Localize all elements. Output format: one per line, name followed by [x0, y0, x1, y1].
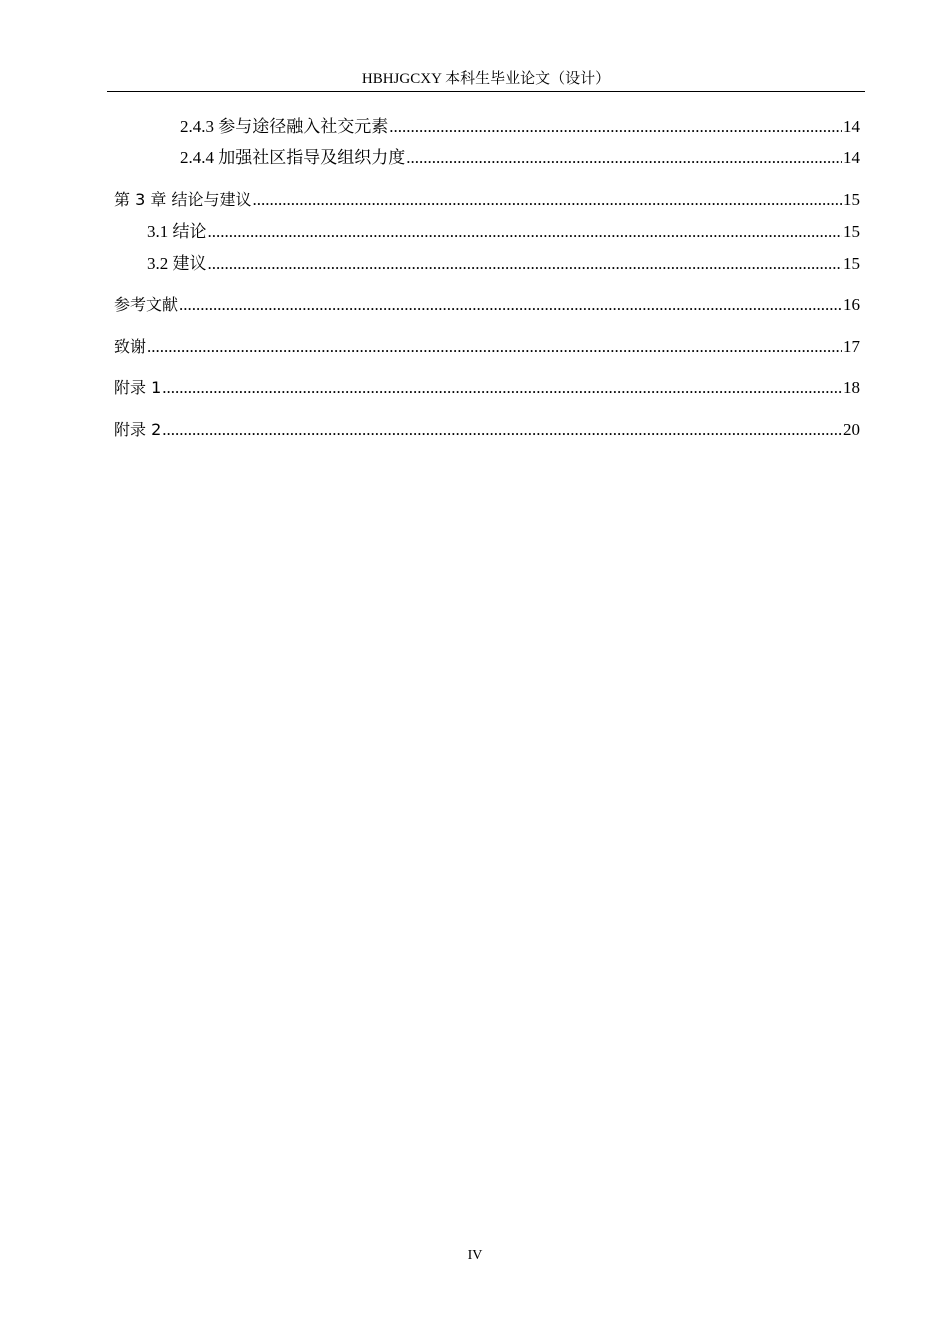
toc-entry-label: 参考文献	[114, 295, 179, 314]
toc-entry-label: 2.4.4 加强社区指导及组织力度	[180, 148, 406, 167]
toc-dot-leader	[147, 336, 842, 358]
toc-dot-leader	[208, 221, 843, 243]
toc-entry-3-2[interactable]	[114, 253, 860, 275]
toc-entry-page: 14	[843, 148, 860, 167]
toc-entry-page: 20	[843, 420, 860, 439]
toc-entry-appendix-2[interactable]	[114, 419, 860, 441]
toc-dot-leader	[162, 377, 842, 399]
toc-entry-2-4-3[interactable]	[114, 116, 860, 138]
toc-entry-appendix-1[interactable]	[114, 377, 860, 399]
toc-entry-references[interactable]	[114, 294, 860, 316]
page-header	[107, 70, 865, 88]
toc-entry-label: 2.4.3 参与途径融入社交元素	[180, 117, 389, 136]
toc-entry-label: 附录 2	[114, 420, 162, 439]
toc-entry-page: 18	[843, 378, 860, 397]
toc-entry-2-4-4[interactable]	[114, 147, 860, 169]
page-number: IV	[467, 1248, 483, 1263]
toc-entry-page: 15	[843, 222, 860, 241]
toc-dot-leader	[389, 116, 842, 138]
toc-dot-leader	[208, 253, 843, 275]
toc-entry-label: 附录 1	[114, 378, 162, 397]
toc-entry-label: 第 3 章 结论与建议	[114, 190, 252, 209]
toc-dot-leader	[162, 419, 842, 441]
toc-entry-label: 3.2 建议	[147, 254, 207, 273]
toc-entry-label: 3.1 结论	[147, 222, 207, 241]
toc-entry-label: 致谢	[114, 337, 147, 356]
toc-dot-leader	[406, 147, 842, 169]
toc-entry-page: 15	[843, 254, 860, 273]
header-divider	[107, 91, 865, 92]
page-footer	[0, 1248, 950, 1264]
toc-entry-chapter-3[interactable]	[114, 189, 860, 211]
toc-entry-page: 15	[843, 190, 860, 209]
table-of-contents	[114, 116, 860, 441]
toc-dot-leader	[252, 189, 842, 211]
toc-entry-page: 17	[843, 337, 860, 356]
toc-entry-acknowledgements[interactable]	[114, 336, 860, 358]
toc-dot-leader	[179, 294, 842, 316]
toc-entry-page: 14	[843, 117, 860, 136]
header-title: HBHJGCXY 本科生毕业论文（设计）	[361, 71, 611, 87]
toc-entry-3-1[interactable]	[114, 221, 860, 243]
toc-entry-page: 16	[843, 295, 860, 314]
